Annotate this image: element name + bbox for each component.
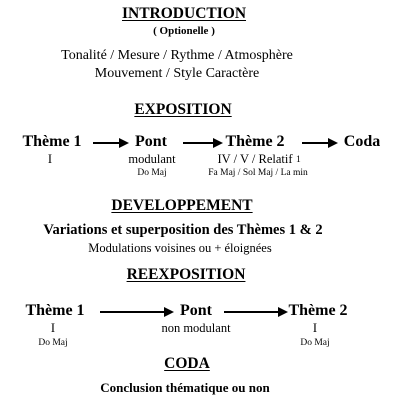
- exposition-pont-key: Do Maj: [137, 168, 167, 178]
- exposition-arrow-2: [183, 137, 223, 149]
- exposition-theme1: Thème 1: [22, 133, 82, 150]
- coda-text: Conclusion thématique ou non: [100, 380, 270, 395]
- reexposition-arrow-2: [224, 306, 288, 318]
- exposition-theme2-degrees: IV / V / Relatif: [217, 152, 293, 166]
- exposition-arrow-3: [302, 137, 338, 149]
- reexposition-heading: REEXPOSITION: [126, 266, 246, 283]
- reexposition-theme2: Thème 2: [288, 302, 348, 319]
- exposition-pont-type: modulant: [128, 152, 176, 166]
- exposition-arrow-1: [93, 137, 129, 149]
- introduction-line-2: Mouvement / Style Caractère: [94, 66, 260, 81]
- reexposition-theme1-key: Do Maj: [38, 338, 68, 348]
- exposition-theme2-extra: 1: [296, 155, 301, 165]
- reexposition-theme1: Thème 1: [25, 302, 85, 319]
- reexposition-arrow-1: [100, 306, 174, 318]
- introduction-line-1: Tonalité / Mesure / Rythme / Atmosphère: [61, 48, 293, 63]
- introduction-optional-note: ( Optionelle ): [153, 25, 215, 37]
- exposition-coda: Coda: [343, 133, 381, 150]
- developpement-line-2: Modulations voisines ou + éloignées: [88, 241, 272, 255]
- exposition-theme1-degree: I: [47, 152, 53, 166]
- reexposition-theme1-degree: I: [50, 321, 56, 335]
- introduction-heading: INTRODUCTION: [121, 5, 247, 22]
- exposition-theme2-keys: Fa Maj / Sol Maj / La min: [208, 168, 308, 178]
- reexposition-pont: Pont: [180, 302, 212, 319]
- reexposition-theme2-key: Do Maj: [300, 338, 330, 348]
- exposition-pont: Pont: [135, 133, 167, 150]
- reexposition-pont-type: non modulant: [161, 321, 231, 335]
- developpement-line-1: Variations et superposition des Thèmes 1 & 2: [43, 222, 323, 238]
- reexposition-theme2-degree: I: [312, 321, 318, 335]
- coda-heading: CODA: [164, 355, 210, 372]
- exposition-heading: EXPOSITION: [134, 101, 232, 118]
- exposition-theme2: Thème 2: [225, 133, 285, 150]
- developpement-heading: DEVELOPPEMENT: [111, 197, 253, 214]
